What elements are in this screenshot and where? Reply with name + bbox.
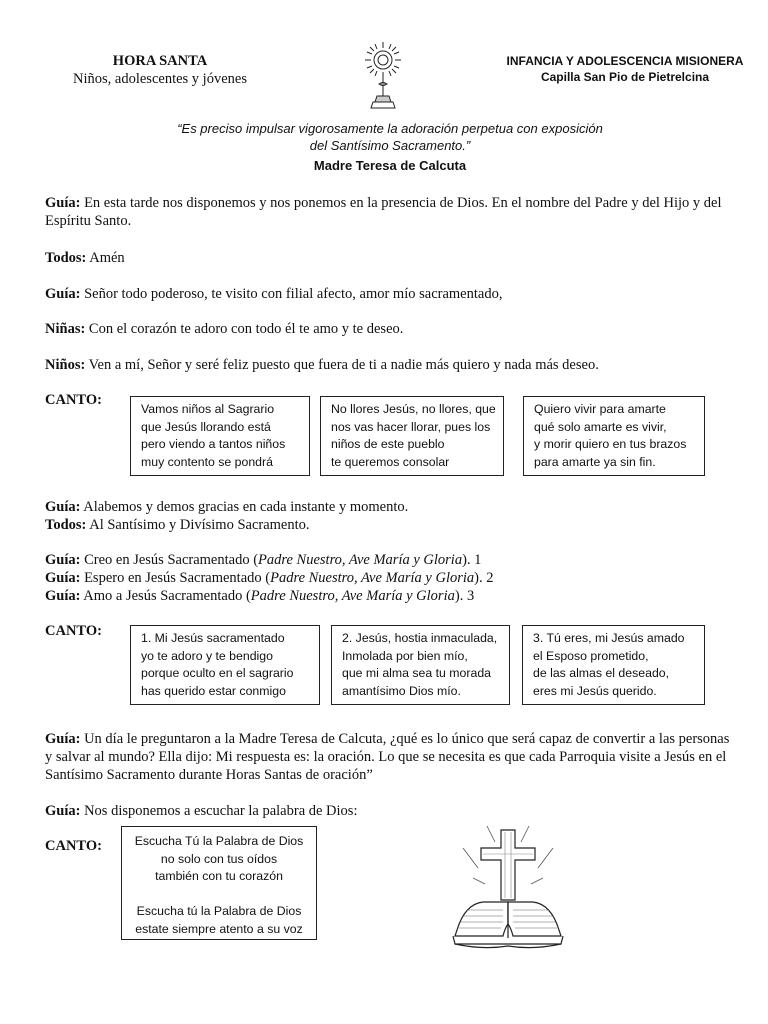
chapel-name: Capilla San Pio de Pietrelcina (540, 70, 710, 84)
line-text: Señor todo poderoso, te visito con filial afecto, amor mío sacramentado, (84, 286, 503, 302)
todos-line-2 (45, 516, 735, 534)
verse-line: te queremos consolar (331, 454, 450, 469)
line-text: Ven a mí, Señor y seré feliz puesto que fuera de ti a nadie más quiero y nada más deseo. (88, 357, 599, 373)
verse-line: eres mi Jesús querido. (533, 683, 657, 698)
verse-line: de las almas el deseado, (533, 666, 670, 680)
canto1-box-3 (523, 396, 705, 476)
verse-line: muy contento se pondrá (141, 454, 273, 469)
prayer-names: Padre Nuestro, Ave María y Gloria (250, 588, 455, 604)
verse-line: Quiero vivir para amarte (534, 402, 666, 416)
verse-line: amantísimo Dios mío. (342, 683, 461, 698)
line-text: En esta tarde nos disponemos y nos ponemos en la presencia de Dios. En el nombre del Padre y del Hijo y del Espíritu Santo. (45, 195, 722, 229)
prayer-names: Padre Nuestro, Ave María y Gloria (270, 570, 475, 586)
quote-line-1: “Es preciso impulsar vigorosamente la adoración perpetua con exposición (177, 121, 603, 136)
line-text: Creo en Jesús Sacramentado ( (84, 552, 259, 568)
line-text: Amén (89, 250, 125, 266)
canto-label-1: CANTO: (45, 392, 102, 408)
todos-line-1 (45, 249, 735, 267)
verse-line: Vamos niños al Sagrario (141, 402, 275, 416)
verse-line: niños de este pueblo (331, 437, 445, 451)
guia-creo-line (45, 551, 735, 569)
ninas-line (45, 320, 735, 338)
speaker-label: Todos: (45, 250, 87, 266)
canto2-box-2 (331, 625, 510, 705)
speaker-label: Guía: (45, 570, 81, 586)
guia-line-3 (45, 498, 735, 516)
verse-line: Inmolada por bien mío, (342, 648, 468, 663)
guia-line-teresa (45, 730, 735, 784)
cross-bible-icon (443, 818, 573, 958)
verse-line: y morir quiero en tus brazos (534, 437, 687, 451)
verse-line: también con tu corazón (155, 869, 283, 883)
quote-line-2: del Santísimo Sacramento.” (309, 138, 471, 153)
header-right (490, 53, 760, 85)
prayer-names: Padre Nuestro, Ave María y Gloria (258, 552, 463, 568)
line-end: ). 3 (454, 588, 475, 604)
guia-espero-line (45, 569, 735, 587)
verse-line: que Jesús llorando está (141, 419, 271, 434)
guia-amo-line (45, 587, 735, 605)
canto-label-2: CANTO: (45, 623, 102, 639)
verse-line: estate siempre atento a su voz (135, 921, 303, 936)
verse-line: yo te adoro y te bendigo (141, 648, 273, 663)
verse-line: el Esposo prometido, (533, 648, 649, 663)
speaker-label: Todos: (45, 517, 87, 533)
line-text: Al Santísimo y Divísimo Sacramento. (89, 517, 310, 533)
verse-line: que mi alma sea tu morada (342, 666, 492, 680)
canto1-box-1 (130, 396, 310, 476)
page-subtitle: Niños, adolescentes y jóvenes (73, 71, 247, 87)
line-text: Alabemos y demos gracias en cada instante y momento. (83, 499, 409, 515)
org-name: INFANCIA Y ADOLESCENCIA MISIONERA (506, 54, 744, 68)
speaker-label: Guía: (45, 588, 81, 604)
guia-line-2 (45, 285, 735, 303)
line-text: Amo a Jesús Sacramentado ( (83, 588, 251, 604)
guia-line-palabra (45, 802, 735, 820)
verse-line: no solo con tus oídos (160, 851, 278, 866)
line-text: Nos disponemos a escuchar la palabra de Dios: (84, 803, 358, 819)
line-text: Espero en Jesús Sacramentado ( (84, 570, 271, 586)
speaker-label: Niños: (45, 357, 86, 373)
verse-line: qué solo amarte es vivir, (534, 419, 667, 434)
canto2-box-1 (130, 625, 320, 705)
quote (120, 120, 660, 154)
verse-line: para amarte ya sin fin. (534, 454, 656, 469)
verse-line: 3. Tú eres, mi Jesús amado (533, 631, 685, 645)
speaker-label: Guía: (45, 195, 81, 211)
line-text: Con el corazón te adoro con todo él te amo y te deseo. (88, 321, 404, 337)
line-end: ). 1 (462, 552, 482, 568)
speaker-label: Niñas: (45, 321, 86, 337)
speaker-label: Guía: (45, 803, 81, 819)
verse-line: 1. Mi Jesús sacramentado (141, 631, 285, 645)
ninos-line (45, 356, 735, 374)
verse-line: pero viendo a tantos niños (141, 437, 286, 451)
verse-spacer (128, 886, 310, 904)
verse-line: has querido estar conmigo (141, 683, 286, 698)
canto3-box (121, 826, 317, 940)
canto2-box-3 (522, 625, 705, 705)
verse-line: 2. Jesús, hostia inmaculada, (342, 631, 498, 645)
canto-label-3: CANTO: (45, 838, 102, 854)
guia-line-1 (45, 194, 735, 230)
verse-line: porque oculto en el sagrario (141, 666, 294, 680)
speaker-label: Guía: (45, 731, 81, 747)
canto1-box-2 (320, 396, 504, 476)
verse-line: Escucha Tú la Palabra de Dios (134, 834, 304, 848)
speaker-label: Guía: (45, 286, 81, 302)
line-text: Un día le preguntaron a la Madre Teresa de Calcuta, ¿qué es lo único que será capaz de convertir a las personas y salvar al mundo? Ella dijo: Mi respuesta es: la oración. Lo que se necesita es que cada Parroquia visite a Jesús en el Santísimo Sacramento durante Horas Santas de oración” (45, 731, 730, 783)
monstrance-icon (355, 36, 411, 116)
verse-line: No llores Jesús, no llores, que (331, 402, 496, 416)
quote-author: Madre Teresa de Calcuta (313, 158, 467, 173)
verse-line: Escucha tú la Palabra de Dios (136, 904, 302, 918)
speaker-label: Guía: (45, 552, 81, 568)
header-left (40, 52, 280, 88)
verse-line: nos vas hacer llorar, pues los (331, 419, 491, 434)
page-title: HORA SANTA (112, 53, 208, 69)
speaker-label: Guía: (45, 499, 81, 515)
line-end: ). 2 (474, 570, 494, 586)
